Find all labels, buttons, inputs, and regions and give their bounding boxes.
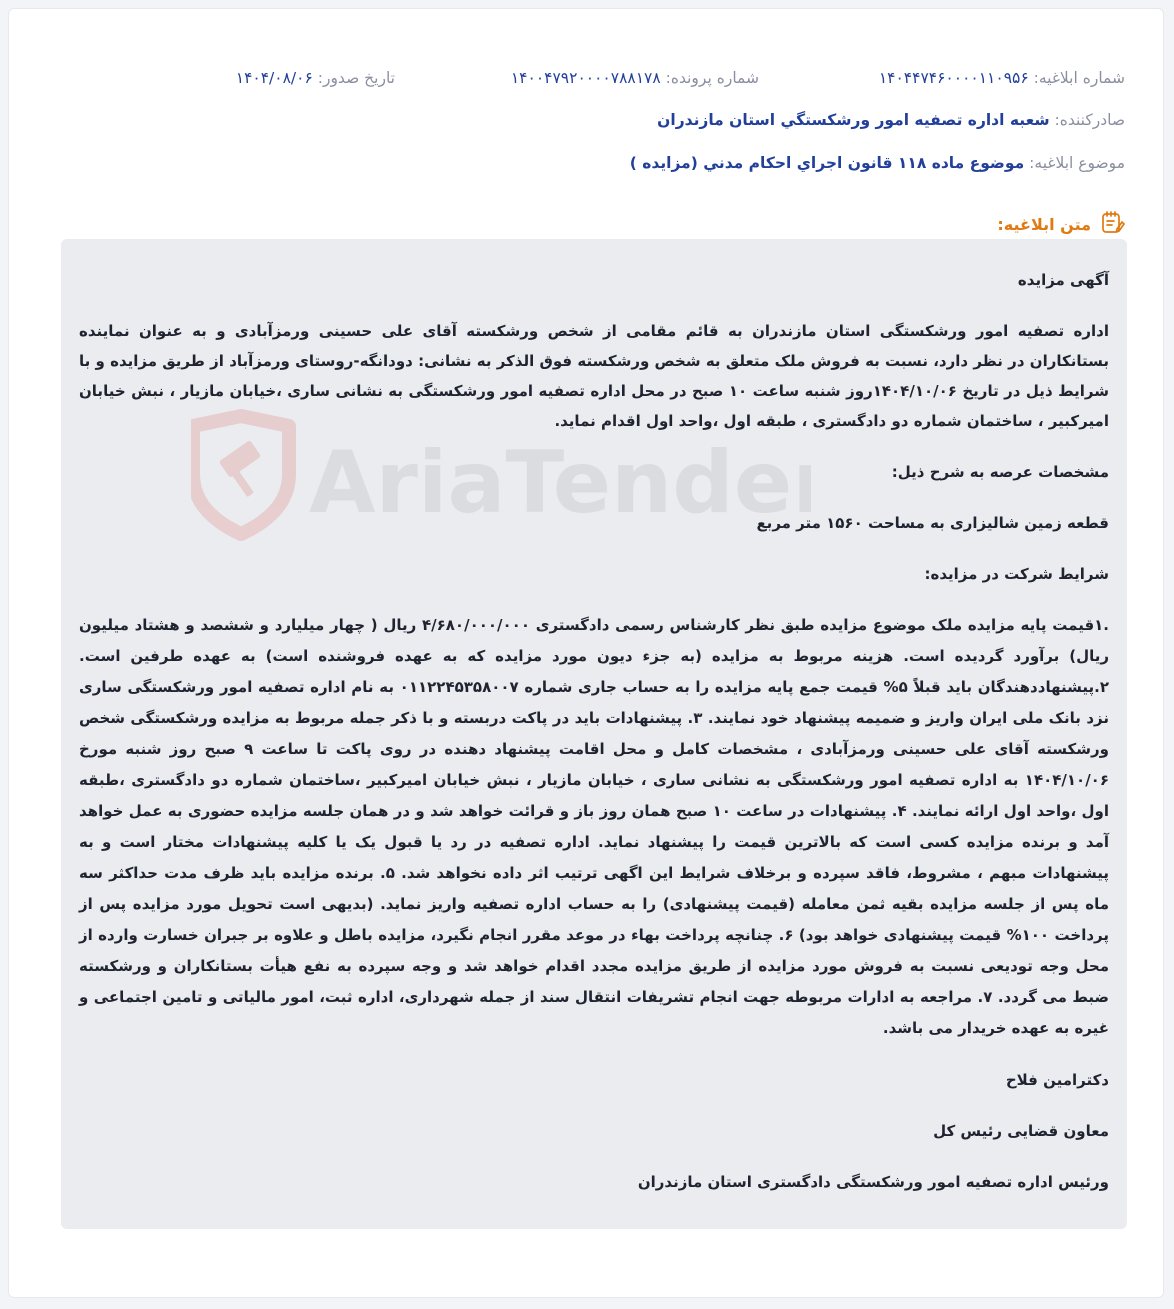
terms-heading: شرایط شرکت در مزایده: xyxy=(924,565,1109,583)
specs-heading: مشخصات عرصه به شرح ذیل: xyxy=(891,463,1109,481)
terms-paragraph: .۱قیمت پایه مزایده ملک موضوع مزایده طبق نظر کارشناس رسمی دادگستری ۴/۶۸۰/۰۰۰/۰۰۰ ریال ( چهار میلیارد و ششصد و هشتاد میلیون ریال) برآورد گردیده است. هزینه مربوط به مزایده (به جزء دیون مورد مزایده که به عهده فروشنده است) به عهده طرفین است. ۲.پیشنهاددهندگان باید قبلاً ۵% قیمت جمع پایه مزایده را به حساب جاری شماره ۰۱۱۲۲۴۵۳۵۸۰۰۷ به نام اداره تصفیه امور ورشکستگی ساری نزد بانک ملی ایران واریز و ضمیمه پیشنهاد خود نمایند. ۳. پیشنهادات باید در پاکت دربسته و با ذکر جمله مربوط به مزایده ورشکستگی شخص ورشکسته آقای علی حسینی ورمزآبادی ، مشخصات کامل و محل اقامت پیشنهاد دهنده در روی پاکت تا ساعت ۹ صبح روز شنبه مورخ ۱۴۰۴/۱۰/۰۶ به اداره تصفیه امور ورشکستگی به نشانی ساری ، خیابان مازیار ، نبش خیابان امیرکبیر ،ساختمان شماره دو دادگستری ،طبقه اول ،واحد اول ارائه نمایند. ۴. پیشنهادات در ساعت ۱۰ صبح همان روز باز و قرائت خواهد شد و در همان جلسه مزایده حضوری به عمل خواهد آمد و برنده مزایده کسی است که بالاترین قیمت را پیشنهاد نماید. اداره تصفیه در رد یا قبول یک یا کلیه پیشنهادات مختار است و به پیشنهادات مبهم ، مشروط، فاقد سپرده و برخلاف شرایط این اگهی ترتیب اثر داده نخواهد شد. ۵. برنده مزایده باید ظرف مدت حداکثر سه ماه پس از جلسه مزایده بقیه ثمن معامله (قیمت پیشنهادی) را به حساب اداره تصفیه واریز نماید. (بدیهی است تحویل مورد مزایده پس از پرداخت ۱۰۰% قیمت پیشنهادی خواهد بود) ۶. چنانچه پرداخت بهاء در موعد مقرر انجام نگیرد، مزایده باطل و علاوه بر جبران خسارت وارده از محل وجه تودیعی نسبت به فروش مورد مزایده از طریق مزایده مجدد اقدام خواهد شد و وجه سپرده به نفع هیأت بستانکاران و ورشکسته ضبط می گردد. ۷. مراجعه به ادارات مربوطه جهت انجام تشریفات انتقال سند از جمله شهرداری، اداره ثبت، امور مالیاتی و تامین اجتماعی و غیره به عهده خریدار می باشد. xyxy=(79,616,1110,1037)
signer-role: ورئیس اداره تصفیه امور ورشکستگی دادگستری استان مازندران xyxy=(637,1173,1109,1191)
watermark-text: AriaTender xyxy=(309,433,811,533)
issuer-row xyxy=(657,109,1125,131)
specs-paragraph: قطعه زمین شالیزاری به مساحت ۱۵۶۰ متر مربع xyxy=(756,514,1109,532)
notice-text-header xyxy=(997,211,1125,237)
file-number-field xyxy=(511,67,759,89)
issuer-label: صادرکننده: xyxy=(1054,111,1125,129)
issue-date-field xyxy=(236,67,395,89)
issuer-value: شعبه اداره تصفيه امور ورشكستگي استان مازندران xyxy=(657,111,1050,129)
notice-intro-paragraph: اداره تصفیه امور ورشکستگی استان مازندران به قائم مقامی از شخص ورشکسته آقای علی حسینی ورمزآبادی و به عنوان نماینده بستانکاران در نظر دارد، نسبت به فروش ملک متعلق به شخص ورشکسته فوق الذکر به نشانی: دودانگه-روستای ورمزآباد از طریق مزایده و با شرایط ذیل در تاریخ ۱۴۰۴/۱۰/۰۶روز شنبه ساعت ۱۰ صبح در محل اداره تصفیه امور ورشکستگی به نشانی ساری ،خیابان مازیار ، نبش خیابان امیرکبیر ، ساختمان شماره دو دادگستری ، طبقه اول ،واحد اول اقدام نماید. xyxy=(79,322,1110,430)
issue-date-label: تاریخ صدور: xyxy=(317,69,395,87)
issue-date-value: ۱۴۰۴/۰۸/۰۶ xyxy=(235,69,313,87)
notice-text-title: متن ابلاغیه: xyxy=(997,214,1091,234)
notice-number-value: ۱۴۰۴۴۷۴۶۰۰۰۰۱۱۰۹۵۶ xyxy=(878,69,1029,87)
file-number-label: شماره پرونده: xyxy=(665,69,759,87)
file-number-value: ۱۴۰۰۴۷۹۲۰۰۰۰۷۸۸۱۷۸ xyxy=(510,69,661,87)
notice-meta-row xyxy=(25,67,1125,91)
notice-number-field xyxy=(879,67,1125,89)
notice-card xyxy=(8,8,1164,1298)
notice-heading: آگهی مزایده xyxy=(1017,271,1109,289)
notice-body xyxy=(61,239,1127,1229)
notice-text-icon xyxy=(1099,209,1125,239)
subject-value: موضوع ماده ۱۱۸ قانون اجراي احكام مدني (مزايده ) xyxy=(629,154,1025,172)
signer-name: دکترامین فلاح xyxy=(1005,1071,1109,1089)
notice-content xyxy=(61,239,1127,1218)
subject-row xyxy=(630,152,1125,174)
subject-label: موضوع ابلاغیه: xyxy=(1029,154,1125,172)
notice-number-label: شماره ابلاغیه: xyxy=(1033,69,1125,87)
signer-title: معاون قضایی رئیس کل xyxy=(933,1122,1109,1140)
